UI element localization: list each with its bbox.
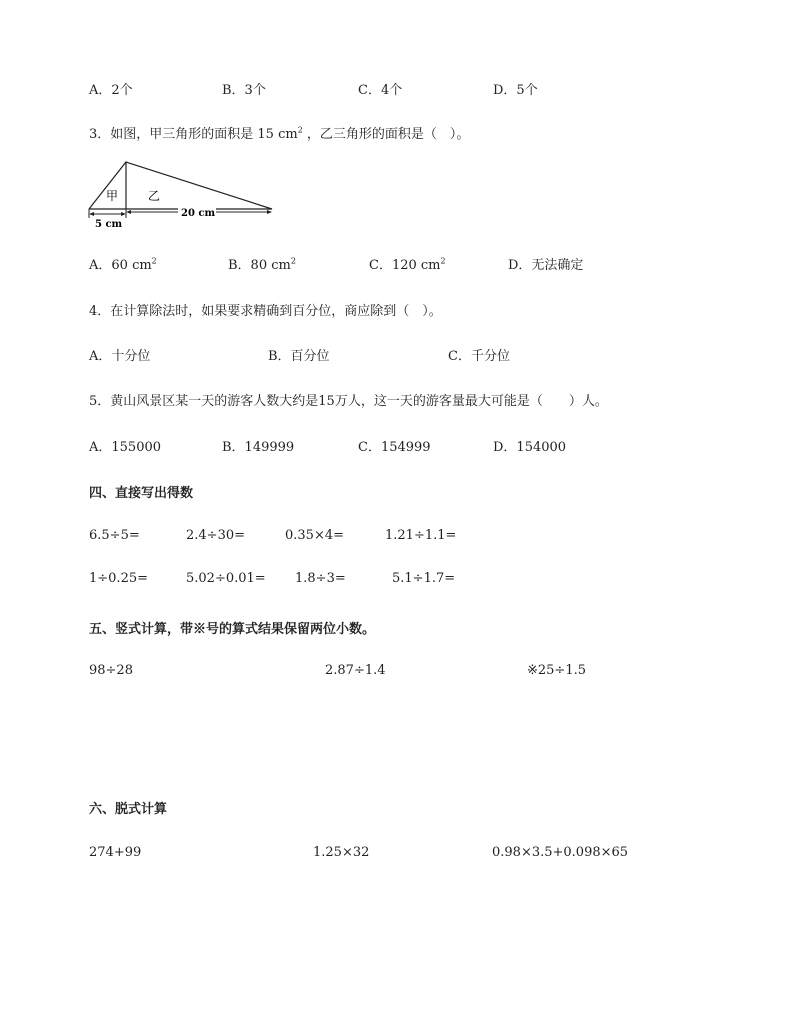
s6-item-1: 274+99 [89, 845, 142, 860]
s4-r2-c2: 5.02÷0.01= [186, 571, 266, 586]
s5-item-1: 98÷28 [89, 663, 133, 678]
s5-item-2: 2.87÷1.4 [325, 663, 386, 678]
q5-option-d: D．154000 [493, 440, 567, 455]
section4-title: 四、直接写出得数 [89, 486, 194, 501]
q3-option-a: A．60 $cm^2$ [89, 256, 157, 273]
s4-r1-c2: 2.4÷30= [186, 528, 246, 543]
q5-option-b: B．149999 [222, 440, 295, 455]
q5-stem: 5．黄山风景区某一天的游客人数大约是15万人，这一天的游客量最大可能是（ ）人。 [89, 394, 608, 409]
q3-stem-sup: 2 [297, 125, 303, 135]
q3-option-b: B．80 $cm^2$ [228, 256, 296, 273]
q5-option-a: A．155000 [89, 440, 162, 455]
s4-r1-c4: 1.21÷1.1= [385, 528, 457, 543]
s4-r1-c3: 0.35×4= [285, 528, 345, 543]
q2-option-a: A．2个 [89, 83, 133, 98]
q3-stem-before: 3．如图，甲三角形的面积是 15 cm [89, 127, 298, 142]
q2-option-c: C．4个 [358, 83, 403, 98]
q2-option-d: D．5个 [493, 83, 538, 98]
s4-r2-c3: 1.8÷3= [295, 571, 346, 586]
dim-label-left: 5 cm [95, 219, 123, 230]
q4-option-c: C．千分位 [448, 349, 510, 364]
s4-r1-c1: 6.5÷5= [89, 528, 140, 543]
triangle-figure [86, 160, 286, 232]
q3-stem [89, 123, 469, 142]
q2-option-b: B．3个 [222, 83, 266, 98]
section6-title: 六、脱式计算 [89, 802, 168, 817]
q3-option-d: D．无法确定 [508, 258, 584, 273]
q3-stem-after: ，乙三角形的面积是（ ）。 [302, 127, 470, 142]
dim-label-right: 20 cm [181, 208, 216, 219]
s4-r2-c4: 5.1÷1.7= [392, 571, 456, 586]
label-jia: 甲 [106, 189, 119, 203]
s6-item-3: 0.98×3.5+0.098×65 [492, 845, 629, 860]
s4-r2-c1: 1÷0.25= [89, 571, 149, 586]
section5-title: 五、竖式计算，带※号的算式结果保留两位小数。 [89, 622, 376, 637]
q3-option-c: C．120 $cm^2$ [369, 256, 446, 273]
q4-option-b: B．百分位 [268, 349, 330, 364]
q5-option-c: C．154999 [358, 440, 431, 455]
label-yi: 乙 [148, 189, 161, 203]
s5-item-3: ※25÷1.5 [527, 663, 587, 678]
q4-stem: 4．在计算除法时，如果要求精确到百分位，商应除到（ ）。 [89, 304, 442, 319]
s6-item-2: 1.25×32 [313, 845, 370, 860]
q4-option-a: A．十分位 [89, 349, 151, 364]
